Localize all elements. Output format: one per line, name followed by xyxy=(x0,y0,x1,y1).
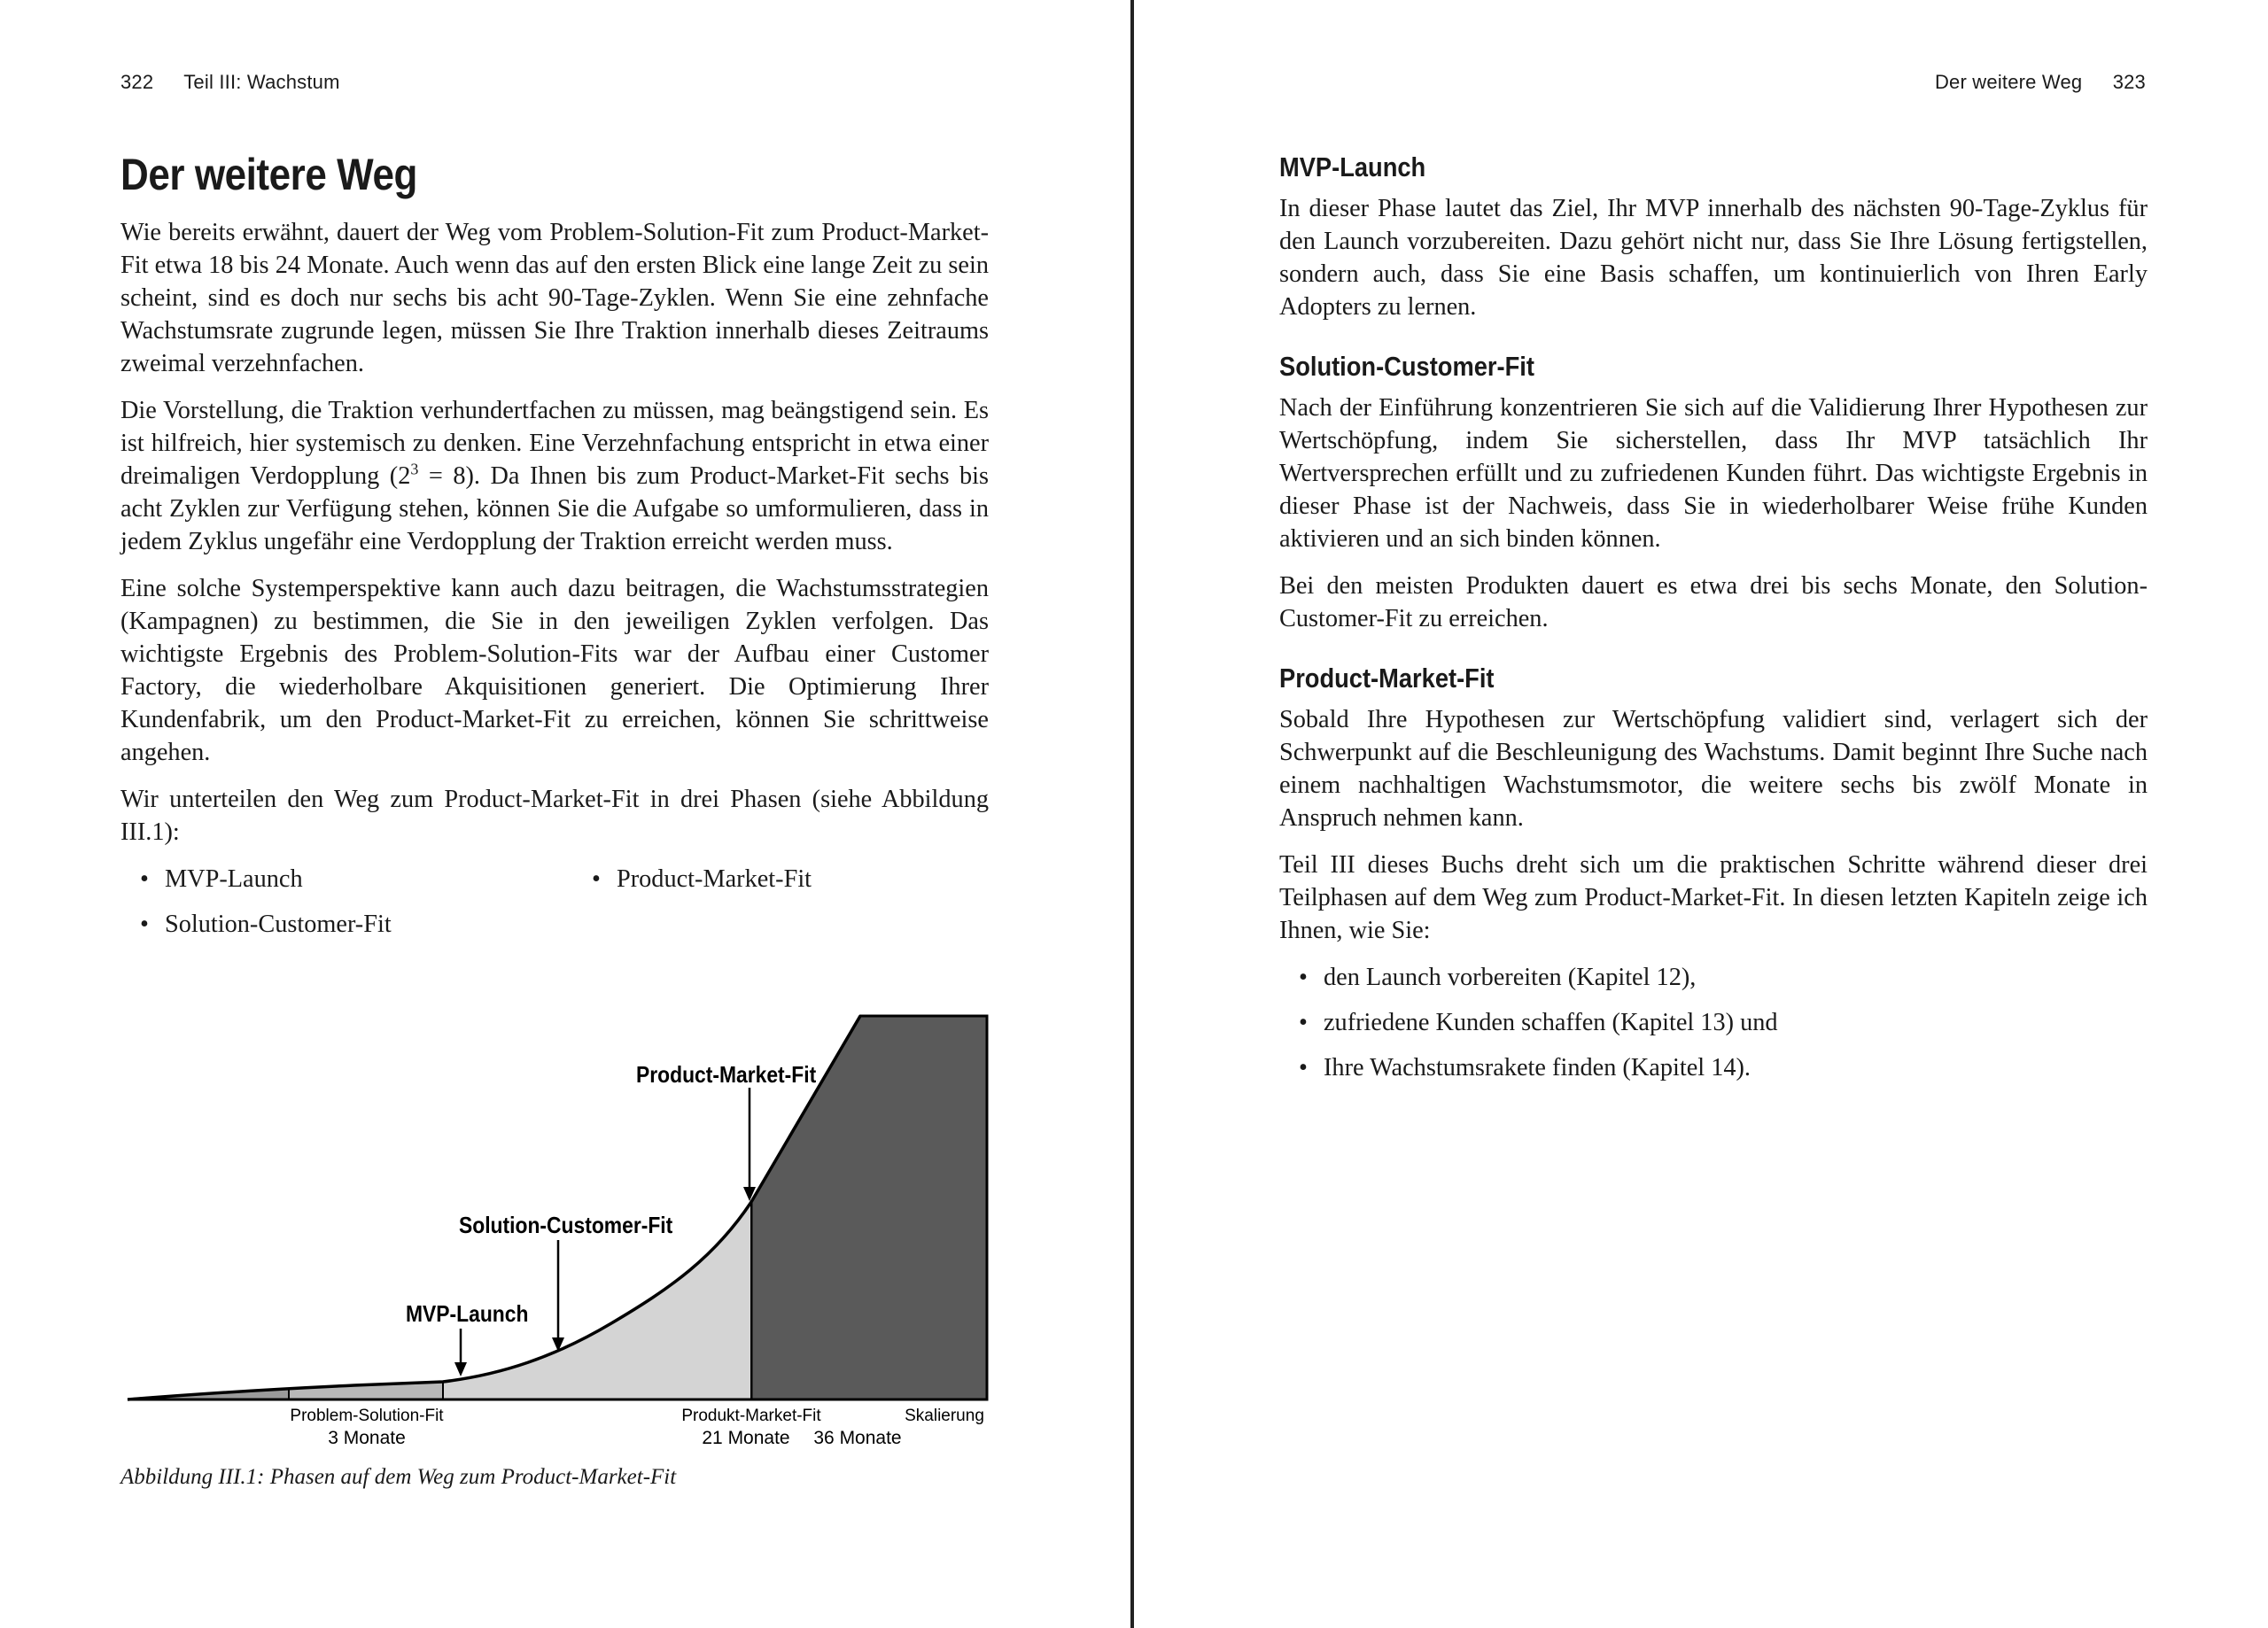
running-head-left: Teil III: Wachstum xyxy=(183,71,340,93)
page-number-left: 322 xyxy=(120,71,154,93)
axis-label-pmf: Produkt-Market-Fit xyxy=(681,1407,821,1425)
right-body-text xyxy=(1279,151,2148,1111)
axis-label-scaling: Skalierung xyxy=(905,1407,984,1425)
phase-bullet-list xyxy=(120,863,989,953)
list-item: • zufriedene Kunden schaffen (Kapitel 13) und xyxy=(1279,1006,2148,1039)
paragraph: Wie bereits erwähnt, dauert der Weg vom Problem-Solution-Fit zum Product-Market-Fit etwa 18 bis 24 Monate. Auch wenn das auf den ersten Blick eine lange Zeit zu sein scheint, sind es doch nur sechs bis acht 90-Tage-Zyklen. Wenn Sie eine zehnfache Wachstumsrate zugrunde legen, müssen Sie Ihre Traktion innerhalb dieses Zeitraums zweimal verzehnfachen. xyxy=(120,219,989,377)
paragraph: Bei den meisten Produkten dauert es etwa drei bis sechs Monate, den Solution-Customer-Fit zu erreichen. xyxy=(1279,572,2148,632)
phases-diagram xyxy=(120,1001,998,1461)
paragraph: Sobald Ihre Hypothesen zur Wertschöpfung validiert sind, verlagert sich der Schwerpunkt auf die Beschleunigung des Wachstums. Damit beginnt Ihre Suche nach einem nachhaltigen Wachstumsmotor, die weitere sechs bis zwölf Monate in Anspruch nehmen kann. xyxy=(1279,706,2148,832)
label-mvp-launch: MVP-Launch xyxy=(406,1301,529,1328)
axis-label-psf-time: 3 Monate xyxy=(328,1428,406,1448)
section-heading: Product-Market-Fit xyxy=(1279,663,1495,694)
paragraph: Teil III dieses Buchs dreht sich um die praktischen Schritte während dieser drei Teilphasen auf dem Weg zum Product-Market-Fit. In diesen letzten Kapiteln zeige ich Ihnen, wie Sie: xyxy=(1279,851,2148,944)
left-body-text xyxy=(120,216,989,953)
phases-figure xyxy=(120,1001,998,1497)
list-item: • Ihre Wachstumsrakete finden (Kapitel 14). xyxy=(1279,1051,2148,1084)
page-number-right: 323 xyxy=(2112,71,2146,93)
paragraph: Nach der Einführung konzentrieren Sie sich auf die Validierung Ihrer Hypothesen zur Wertschöpfung, indem Sie sicherstellen, dass Ihr MVP tatsächlich Ihr Wertversprechen erfüllt und zu zufriedenen Kunden führt. Das wichtigste Ergebnis in dieser Phase ist der Nachweis, dass Sie in wiederholbarer Weise frühe Kunden aktivieren und an sich binden können. xyxy=(1279,394,2148,553)
list-item: • den Launch vorbereiten (Kapitel 12), xyxy=(1279,961,2148,994)
label-solution-customer-fit: Solution-Customer-Fit xyxy=(459,1213,673,1239)
list-item: • Product-Market-Fit xyxy=(572,863,989,895)
section-heading: Solution-Customer-Fit xyxy=(1279,351,1534,382)
section-heading: MVP-Launch xyxy=(1279,151,1426,182)
axis-label-psf: Problem-Solution-Fit xyxy=(290,1407,444,1425)
superscript: 3 xyxy=(410,460,419,478)
axis-label-pmf-time: 21 Monate xyxy=(702,1428,790,1448)
running-head-right: Der weitere Weg xyxy=(1934,71,2083,93)
paragraph: In dieser Phase lautet das Ziel, Ihr MVP innerhalb des nächsten 90-Tage-Zyklus für den Launch vorzubereiten. Dazu gehört nicht nur, dass Sie Ihre Lösung fertigstellen, sondern auch, dass Sie eine Basis schaffen, um kontinuierlich von Ihren Early Adopters zu lernen. xyxy=(1279,195,2148,321)
figure-caption: Abbildung III.1: Phasen auf dem Weg zum Product-Market-Fit xyxy=(120,1465,677,1489)
scf-arrow xyxy=(552,1240,564,1352)
chapter-title: Der weitere Weg xyxy=(120,150,417,199)
paragraph-with-superscript xyxy=(120,394,989,558)
chapter-bullet-list xyxy=(1279,961,2148,1084)
section-product-market-fit xyxy=(1279,662,2148,1084)
right-running-header xyxy=(1935,71,2146,94)
section-solution-customer-fit xyxy=(1279,350,2148,635)
right-page xyxy=(1133,0,2266,1628)
pmf-arrow xyxy=(743,1088,756,1201)
list-item: • MVP-Launch xyxy=(120,863,572,895)
section-mvp-launch xyxy=(1279,151,2148,323)
list-item: • Solution-Customer-Fit xyxy=(120,908,572,941)
axis-label-scaling-time: 36 Monate xyxy=(813,1428,902,1448)
paragraph-part: Die Vorstellung, die Traktion verhundertfachen zu müssen, mag beängstigend sein. Es ist hilfreich, hier systemisch zu denken. Eine Verzehnfachung entspricht in etwa einer dreimaligen Verdopplung (2 xyxy=(120,397,989,490)
left-page xyxy=(0,0,1133,1628)
left-running-header xyxy=(120,71,340,94)
paragraph: Wir unterteilen den Weg zum Product-Market-Fit in drei Phasen (siehe Abbildung III.1): xyxy=(120,786,989,846)
label-product-market-fit: Product-Market-Fit xyxy=(636,1062,817,1089)
paragraph-part: = 8). Da Ihnen bis zum Product-Market-Fit sechs bis acht Zyklen zur Verfügung stehen, können Sie die Aufgabe so umformulieren, dass in jedem Zyklus ungefähr eine Verdopplung der Traktion erreicht werden muss. xyxy=(120,462,989,555)
mvp-arrow xyxy=(454,1329,467,1376)
paragraph: Eine solche Systemperspektive kann auch dazu beitragen, die Wachstumsstrategien (Kampagnen) zu bestimmen, die Sie in den jeweiligen Zyklen verfolgen. Das wichtigste Ergebnis des Problem-Solution-Fits war der Aufbau einer Customer Factory, die wiederholbare Akquisitionen generiert. Die Optimierung Ihrer Kundenfabrik, um den Product-Market-Fit zu erreichen, können Sie schrittweise angehen. xyxy=(120,575,989,766)
